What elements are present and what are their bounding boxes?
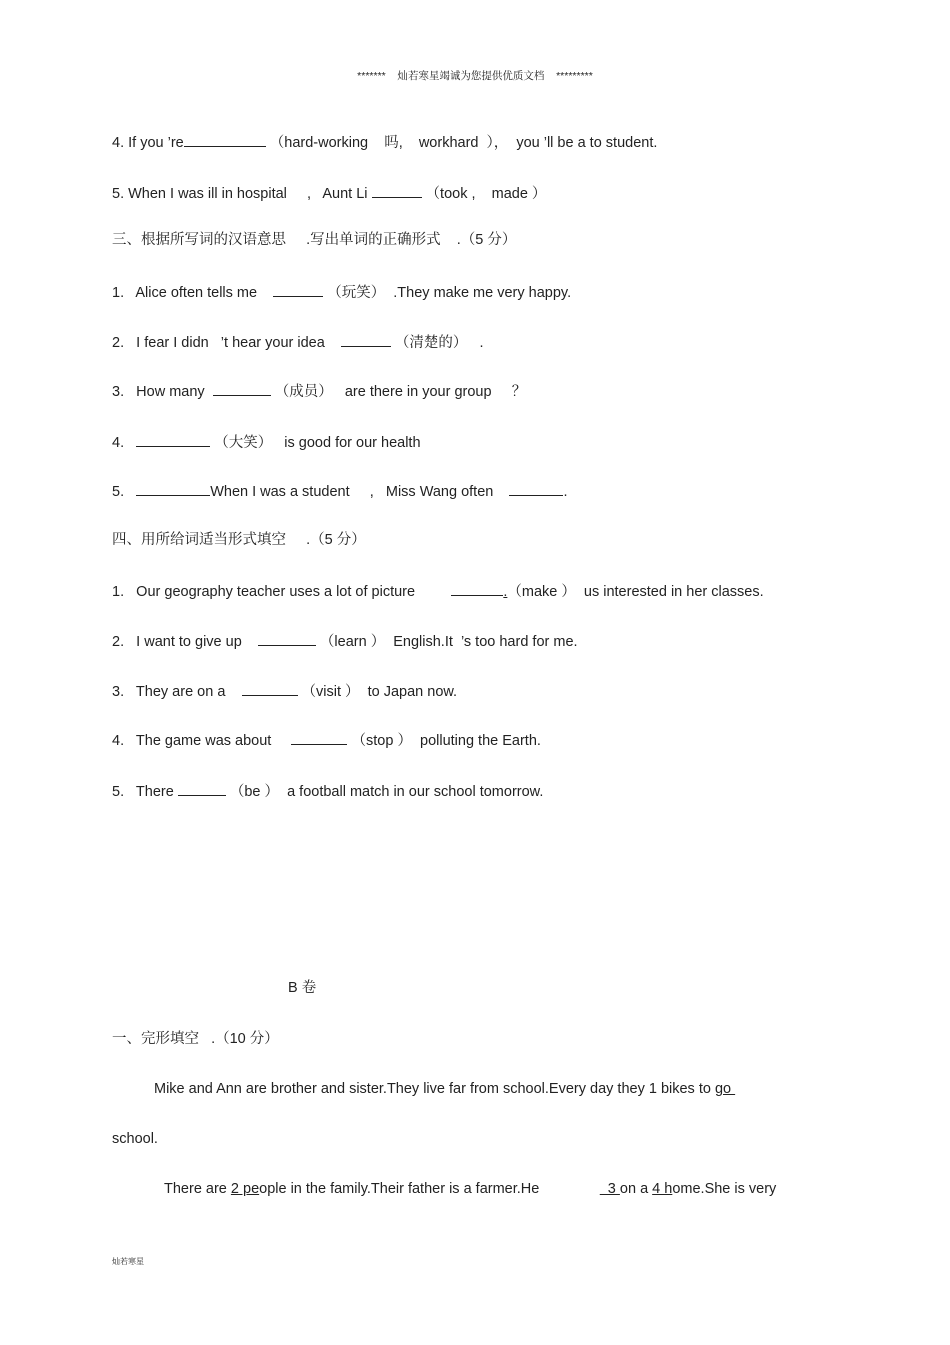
passage-text: There are [164,1181,231,1197]
question-text: 2. I fear I didn ’t hear your idea [112,335,341,351]
question-text: 5. [112,484,137,500]
question-text: 4. [112,435,137,451]
question-text: （stop ） polluting the Earth. [347,733,541,749]
s3-question-3 [112,381,526,401]
cloze-title: 一、完形填空 .（10 分） [112,1031,279,1047]
answer-blank[interactable] [184,132,266,147]
question-text: 4. If you ’re [112,135,184,151]
passage-text: go [714,1081,736,1097]
passage-text: ople in the family.Their father is a farmer.He [259,1181,600,1197]
passage-text: on a [619,1181,653,1197]
question-text: 3. They are on a [112,684,242,700]
answer-blank[interactable] [509,481,563,496]
s4-question-4 [112,730,541,750]
question-text: . [503,584,508,600]
question-text: （大笑） is good for our health [210,435,421,451]
question-text: （learn ） English.It ’s too hard for me. [315,634,578,650]
answer-blank[interactable] [136,432,210,447]
answer-blank[interactable] [178,781,226,796]
question-text: （清楚的） . [390,335,484,351]
answer-blank[interactable] [273,282,323,297]
section-4-title: 四、用所给词适当形式填空 .（5 分） [112,532,366,548]
s3-question-5 [112,481,567,501]
passage-text: 4 h [652,1181,673,1197]
page-footer: 灿若寒星 [112,1257,144,1266]
question-text: When I was a student , Miss Wang often [210,484,510,500]
question-5 [112,183,546,203]
question-text: （visit ） to Japan now. [297,684,458,700]
question-text: 2. I want to give up [112,634,258,650]
question-text: （took , made ） [421,186,547,202]
answer-blank[interactable] [213,381,271,396]
passage-text: Mike and Ann are brother and sister.They live far from school.Every day they 1 bikes to [154,1081,715,1097]
page-header: ******* 灿若寒星竭诚为您提供优质文档 ********* [357,70,593,82]
s3-question-1 [112,282,571,302]
answer-blank[interactable] [242,681,298,696]
s4-question-3 [112,681,457,701]
question-text: （hard-working 吗, workhard ）， you ’ll be a to student. [265,135,658,151]
question-4 [112,132,657,152]
answer-blank[interactable] [136,481,210,496]
question-text: 5. There [112,784,178,800]
question-text: （成员） are there in your group ？ [270,384,527,400]
s4-question-2 [112,631,578,651]
question-text: 5. When I was ill in hospital , Aunt Li [112,186,372,202]
answer-blank[interactable] [451,581,503,596]
question-text: . [563,484,568,500]
section-3-title: 三、根据所写词的汉语意思 .写出单词的正确形式 .（5 分） [112,232,517,248]
question-text: （be ） a football match in our school tomorrow. [225,784,544,800]
passage-text: 3 [599,1181,620,1197]
answer-blank[interactable] [258,631,316,646]
question-text: 1. Our geography teacher uses a lot of picture [112,584,452,600]
cloze-paragraph-1 [154,1080,735,1098]
answer-blank[interactable] [291,730,347,745]
answer-blank[interactable] [372,183,422,198]
question-text: （玩笑） .They make me very happy. [323,285,572,301]
passage-text: 2 pe [230,1181,260,1197]
s4-question-1 [112,581,764,601]
question-text: 4. The game was about [112,733,292,749]
question-text: 1. Alice often tells me [112,285,274,301]
cloze-paragraph-1-end: school. [112,1131,158,1147]
s4-question-5 [112,781,543,801]
passage-text: ome.She is very [672,1181,777,1197]
cloze-paragraph-2 [164,1180,776,1198]
s3-question-4 [112,432,421,452]
part-b-title: B 卷 [288,980,317,996]
question-text: （make ） us interested in her classes. [507,584,764,600]
s3-question-2 [112,332,484,352]
question-text: 3. How many [112,384,213,400]
answer-blank[interactable] [341,332,391,347]
